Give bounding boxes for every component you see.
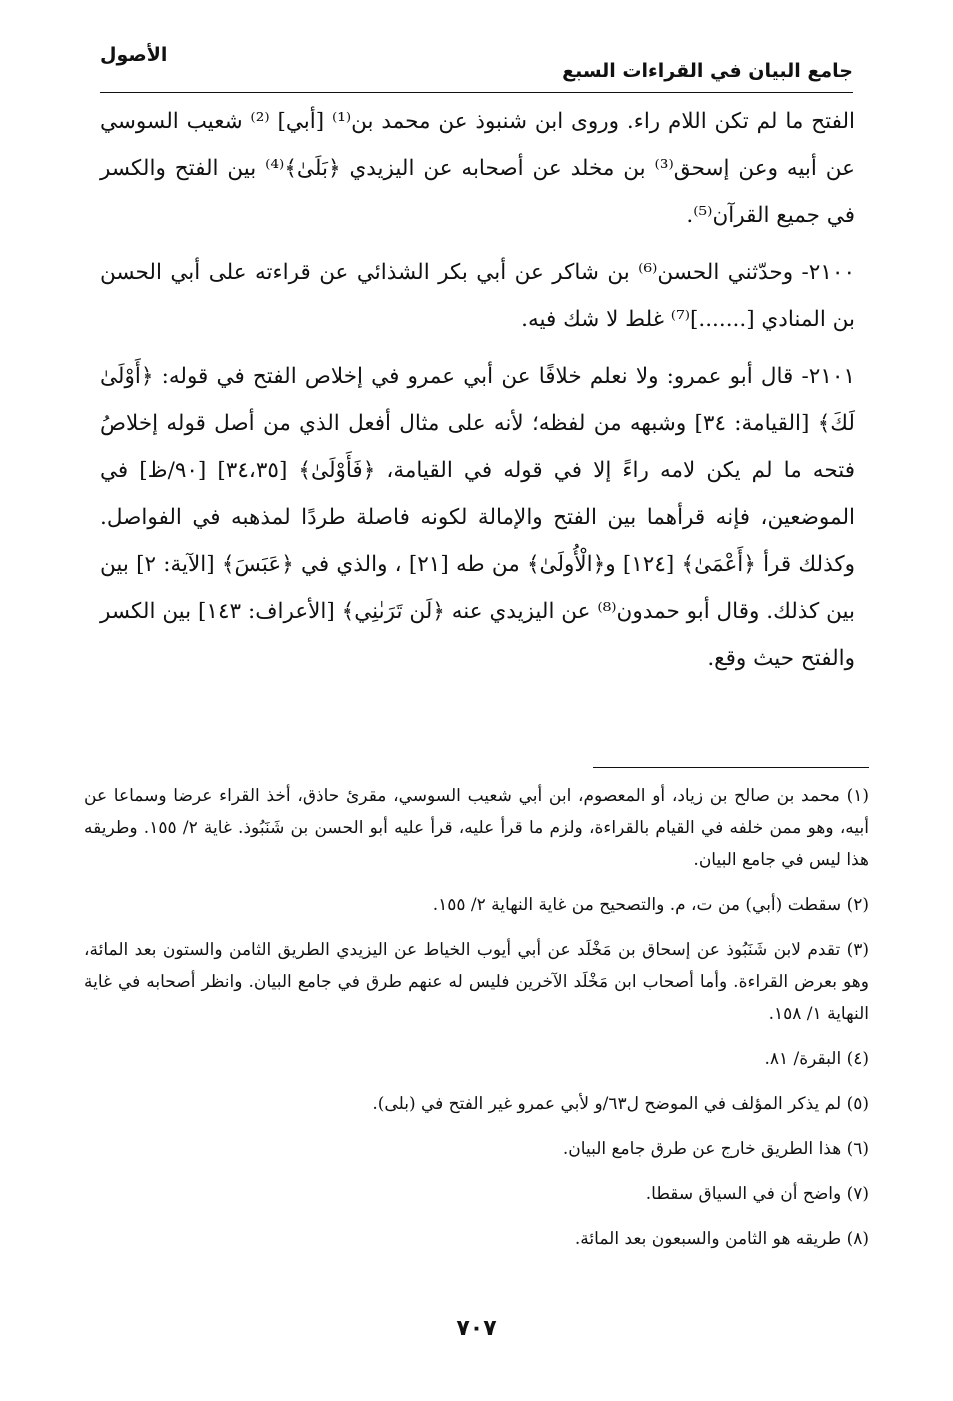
footnotes [84,780,869,1268]
footnote: (٣) تقدم لابن شَنَبُوذ عن إسحاق بن مَخْلَد عن أبي أيوب الخياط عن اليزيدي الطريق الثامن والستون بعد المائة، وهو بعرض القراءة. وأما أصحاب ابن مَخْلَد الآخرين فليس له عنهم طرق في جامع البيان. وانظر أصحابه في غاية النهاية ١/ ١٥٨. [84,940,869,1024]
running-header [100,44,853,93]
main-text [100,98,855,692]
page-number: ٧٠٧ [456,1316,497,1341]
main-paragraph: الفتح ما لم تكن اللام راء. وروى ابن شنبوذ عن محمد بن⁽¹⁾ [أبي] ⁽²⁾ شعيب السوسي عن أبيه وعن إسحق⁽³⁾ بن مخلد عن أصحابه عن اليزيدي ﴿بَلَىٰ﴾⁽⁴⁾ بين الفتح والكسر في جميع القرآن⁽⁵⁾. [100,109,856,228]
footnote: (٢) سقطت (أبي) من ت، م. والتصحيح من غاية النهاية ٢/ ١٥٥. [432,895,869,915]
footnote: (٦) هذا الطريق خارج عن طرق جامع البيان. [562,1139,869,1159]
footnote: (١) محمد بن صالح بن زياد، أو المعصوم، ابن أبي شعيب السوسي، مقرئ حاذق، أخذ القراء عرضا وسماعا عن أبيه، وهو ممن خلفه في القيام بالقراءة، ولزم ما قرأ عليه، قرأ عليه أبو الحسن بن شَنَبُوذ. غاية ٢/ ١٥٥. وطريقه هذا ليس في جامع البيان. [84,786,870,870]
main-paragraph: ٢١٠٠- وحدّثني الحسن⁽⁶⁾ بن شاكر عن أبي بكر الشذائي عن قراءته على أبي الحسن بن المنادي [.......]⁽⁷⁾ غلط لا شك فيه. [100,260,855,332]
main-paragraph: ٢١٠١- قال أبو عمرو: ولا نعلم خلافًا عن أبي عمرو في إخلاص الفتح في قوله: ﴿أَوْلَىٰ لَكَ﴾ [القيامة: ٣٤] وشبهه من لفظه؛ لأنه على مثال أفعل الذي من أصل قوله إخلاصُ فتحه ما لم يكن لامه راءً إلا في قوله في القيامة، ﴿فَأَوْلَىٰ﴾ [٣٤،٣٥] [٩٠/ظ] في الموضعين، فإنه قرأهما بين الفتح والإمالة لكونه فاصلة طردًا لمذهبه في الفواصل. وكذلك قرأ ﴿أَعْمَىٰ﴾ [١٢٤] و﴿الْأُولَىٰ﴾ من طه [٢١] ، والذي في ﴿عَبَسَ﴾ [الآية: ٢] بين بين كذلك. وقال أبو حمدون⁽⁸⁾ عن اليزيدي عنه ﴿لَن تَرَىٰنِي﴾ [الأعراف: ١٤٣] بين الكسر والفتح حيث وقع. [100,364,855,671]
footnote: (٥) لم يذكر المؤلف في الموضح ل٦٣/و لأبي عمرو غير الفتح في (بلى). [372,1094,869,1114]
footnote: (٤) البقرة/ ٨١. [764,1049,869,1069]
footnote: (٨) طريقه هو الثامن والسبعون بعد المائة. [574,1229,869,1249]
running-header-title: جامع البيان في القراءات السبع [562,60,853,82]
running-header-section: الأصول [100,44,168,66]
footnote-separator [593,767,869,768]
footnote: (٧) واضح أن في السياق سقطا. [645,1184,869,1204]
